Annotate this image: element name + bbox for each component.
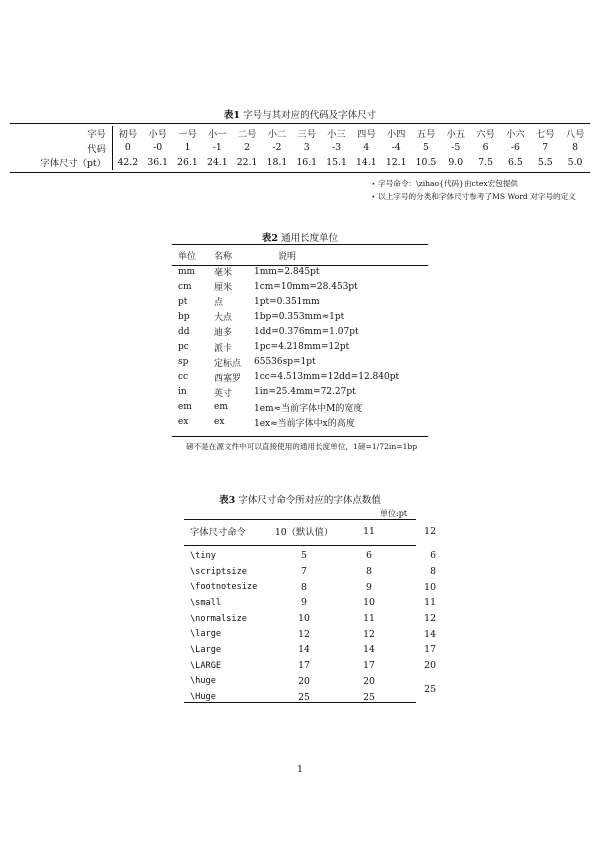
table1-cell: -5	[451, 142, 461, 154]
table2-cell: sp	[178, 357, 189, 368]
table2-cell: 1cc=4.513mm=12dd=12.840pt	[254, 372, 400, 383]
table3-header: 11	[363, 525, 375, 537]
table1-cell: 3	[303, 142, 310, 154]
table2-cell: 1mm=2.845pt	[254, 266, 320, 277]
page-number: 1	[296, 764, 304, 775]
table1-cell: 15.1	[326, 156, 347, 168]
table1-cell: 小三	[327, 129, 346, 141]
table3	[184, 520, 442, 705]
table3-header-row	[184, 520, 442, 542]
table1-cell: 三号	[297, 129, 317, 141]
table3-row	[184, 642, 442, 658]
table1-cell: 四号	[357, 129, 376, 141]
table2-caption-label: 表2	[261, 233, 279, 244]
table1-top-rule	[10, 123, 590, 124]
table3-cell: \tiny	[190, 550, 216, 561]
table2-cell: 派卡	[214, 343, 233, 354]
table2-row	[172, 294, 458, 309]
table2-cell: em	[178, 402, 192, 413]
table2-cell: 1em≈当前字体中M的宽度	[254, 403, 363, 414]
table2-row	[172, 309, 458, 324]
table3-cell: 10	[363, 597, 375, 609]
table1-bottom-rule	[10, 172, 590, 173]
table1-cell: 小六	[506, 129, 525, 141]
table3-cell: 10	[298, 613, 310, 625]
table2-cell: 点	[214, 298, 224, 309]
table3-cell: 20	[363, 675, 375, 687]
table3-cell: \normalsize	[190, 613, 247, 624]
table3-bottom-rule	[184, 702, 416, 703]
table1-cell: -3	[332, 142, 342, 154]
table2-cell: 厘米	[214, 283, 233, 294]
table3-row	[184, 626, 442, 642]
table2-cell: 1ex≈当前字体中x的高度	[254, 418, 355, 429]
table2-cell: in	[178, 387, 187, 398]
table2-cell: 1pc=4.218mm=12pt	[254, 342, 350, 353]
table3-header: 12	[424, 525, 436, 537]
table3-caption-label: 表3	[219, 495, 236, 506]
table2	[172, 246, 458, 430]
table3-cell: 25	[424, 683, 436, 695]
table2-cell: cm	[178, 281, 192, 292]
table1-cell: 24.1	[206, 156, 228, 168]
table2-cell: cc	[178, 372, 189, 383]
table3-cell: \Huge	[190, 692, 216, 703]
table2-cell: ex	[178, 417, 189, 428]
table1-cell: 小一	[207, 129, 227, 141]
table1-cell: 6	[482, 142, 489, 154]
table1-cell: -0	[153, 142, 163, 154]
table1-cell: 0	[124, 142, 131, 154]
table1-row-names	[10, 126, 590, 141]
table3-cell: 14	[424, 628, 436, 640]
table2-cell: mm	[178, 266, 196, 277]
table1-cell: 小号	[148, 129, 167, 141]
table3-cell: 9	[301, 597, 307, 609]
table1	[10, 126, 590, 170]
table1-cell: 一号	[178, 129, 197, 141]
table1-cell: 2	[244, 142, 251, 154]
table2-row	[172, 339, 458, 354]
table3-cell: 5	[301, 550, 307, 562]
table1-cell: -2	[272, 142, 282, 154]
table3-cell: 25	[363, 691, 375, 703]
table1-cell: 16.1	[296, 156, 318, 168]
table2-cell: bp	[178, 311, 190, 322]
table3-cell: 14	[363, 644, 375, 656]
table1-cell: 5	[423, 142, 429, 154]
table2-cell: 大点	[214, 313, 233, 324]
table3-cell: \small	[190, 597, 222, 608]
table3-cell: 17	[424, 644, 436, 656]
table1-cell: 七号	[535, 129, 555, 141]
table1-row-label: 代码	[10, 141, 112, 156]
table1-caption-text: 字号与其对应的代码及字体尺寸	[243, 110, 377, 121]
table2-row	[172, 370, 458, 385]
table3-row	[184, 595, 442, 611]
table3-caption-text: 字体尺寸命令所对应的字体点数值	[238, 495, 381, 506]
table3-cell: \footnotesize	[190, 582, 258, 593]
table1-cell: 5.0	[567, 156, 583, 168]
table2-header-rule	[172, 265, 428, 266]
table1-cell: 5.5	[537, 156, 553, 168]
table3-row	[184, 658, 442, 674]
table3-cell: 8	[301, 581, 307, 593]
table1-cell: 小四	[386, 129, 406, 141]
table3-cell: \large	[190, 629, 222, 640]
table1-cell: 八号	[565, 129, 585, 141]
table3-cell: 20	[424, 660, 436, 672]
table2-caption-text: 通用长度单位	[281, 233, 339, 244]
table1-cell: -6	[510, 142, 520, 154]
table1-cell: -4	[391, 142, 401, 154]
table2-cell: pc	[178, 342, 189, 353]
table1-cell: 小五	[446, 129, 466, 141]
table3-header-rule	[184, 545, 416, 546]
table1-cell: 8	[572, 142, 579, 154]
table1-row-label: 字体尺寸（pt）	[10, 155, 112, 170]
table3-cell: \Large	[190, 644, 222, 655]
table3-cell: 17	[363, 660, 375, 672]
table3-header: 10（默认值）	[274, 527, 334, 538]
table3-row	[184, 564, 442, 580]
table1-cell: 6.5	[508, 156, 523, 168]
table2-cell: 1pt=0.351mm	[254, 296, 320, 307]
table1-cell: 7	[542, 142, 549, 154]
table1-cell: 9.0	[448, 156, 464, 168]
table2-cell: 1dd=0.376mm=1.07pt	[254, 326, 359, 337]
table2-cell: pt	[178, 296, 188, 307]
table2-header: 单位	[178, 251, 197, 262]
table2-cell: dd	[178, 326, 190, 337]
table2-top-rule	[172, 244, 428, 245]
table1-cell: 26.1	[177, 156, 198, 168]
table1-row-label: 字号	[10, 126, 112, 141]
table1-cell: 1	[184, 142, 191, 154]
table2-header: 说明	[278, 251, 297, 262]
table2-row	[172, 355, 458, 370]
table1-row-codes	[10, 141, 590, 156]
table1-cell: 二号	[237, 129, 257, 141]
table3-cell: \LARGE	[190, 660, 222, 671]
table2-cell: em	[214, 402, 228, 413]
table2-row	[172, 279, 458, 294]
table3-cell: 14	[298, 644, 310, 656]
table1-cell: 14.1	[356, 156, 377, 168]
table1-cell: 36.1	[147, 156, 169, 168]
table1-cell: 7.5	[478, 156, 493, 168]
table3-cell: 9	[366, 581, 372, 593]
table1-cell: 五号	[416, 129, 436, 141]
table2-cell: 定标点	[214, 358, 242, 369]
table1-cell: 初号	[118, 129, 138, 141]
table3-cell: 12	[298, 628, 310, 640]
table1-cell: 22.1	[236, 156, 258, 168]
table2-row	[172, 415, 458, 430]
table3-cell: 12	[363, 628, 375, 640]
table3-row	[184, 579, 442, 595]
table2-row	[172, 400, 458, 415]
table2-cell: 1bp=0.353mm≈1pt	[254, 311, 345, 322]
table1-cell: 42.2	[117, 156, 139, 168]
table2-header-row	[172, 246, 458, 264]
table1-cell: 4	[363, 142, 370, 154]
table3-header: 字体尺寸命令	[190, 527, 246, 538]
table1-note: ⋆ 字号命令：\zihao{代码}由ctex宏包提供	[371, 179, 519, 188]
table3-cell: \huge	[190, 676, 216, 687]
table3-cell: 25	[298, 691, 310, 703]
table3-row	[184, 674, 442, 690]
table1-note: ⋆ 以上字号的分类和字体尺寸参考了MS Word 对字号的定义	[371, 192, 576, 201]
table3-unit-note: 单位:pt	[380, 509, 408, 518]
table2-row	[172, 264, 458, 279]
table3-row	[184, 548, 442, 564]
table2-footnote: 磅不是在源文件中可以直接使用的通用长度单位，1磅=1/72in=1bp	[186, 442, 418, 451]
table3-cell: 12	[424, 613, 436, 625]
table2-row	[172, 324, 458, 339]
table2-header: 名称	[214, 251, 233, 262]
table2-row	[172, 385, 458, 400]
table3-cell: 6	[430, 550, 436, 562]
table1-cell: 10.5	[415, 156, 437, 168]
table3-cell: 8	[366, 566, 372, 578]
table2-bottom-rule	[172, 436, 428, 437]
table1-cell: 18.1	[266, 156, 288, 168]
table3-cell: 20	[298, 675, 310, 687]
table2-cell: ex	[214, 417, 225, 428]
table1-cell: 小二	[267, 129, 287, 141]
table2-cell: 65536sp=1pt	[254, 357, 316, 368]
table1-cell: -1	[212, 142, 222, 154]
table3-cell: 11	[363, 613, 375, 625]
table3-cell: 10	[424, 581, 436, 593]
table2-cell: 迪多	[214, 328, 233, 339]
table3-cell: 8	[430, 566, 436, 578]
table2-cell: 1in=25.4mm=72.27pt	[254, 387, 356, 398]
table2-cell: 英寸	[214, 388, 233, 399]
table1-cell: 12.1	[385, 156, 407, 168]
table1-row-sizes	[10, 155, 590, 170]
table2-cell: 毫米	[214, 268, 233, 279]
table3-cell: 6	[366, 550, 372, 562]
table1-caption-label: 表1	[223, 110, 241, 121]
table3-cell: 11	[424, 597, 436, 609]
table3-caption	[0, 492, 600, 506]
table1-caption	[0, 107, 600, 121]
table2-cell: 西塞罗	[214, 373, 242, 384]
table3-cell: \scriptsize	[190, 566, 247, 577]
table3-cell: 7	[301, 566, 307, 578]
table2-caption	[0, 230, 600, 244]
table2-cell: 1cm=10mm=28.453pt	[254, 281, 358, 292]
table3-cell: 17	[298, 660, 310, 672]
table1-cell: 六号	[476, 129, 495, 141]
table3-row	[184, 611, 442, 627]
